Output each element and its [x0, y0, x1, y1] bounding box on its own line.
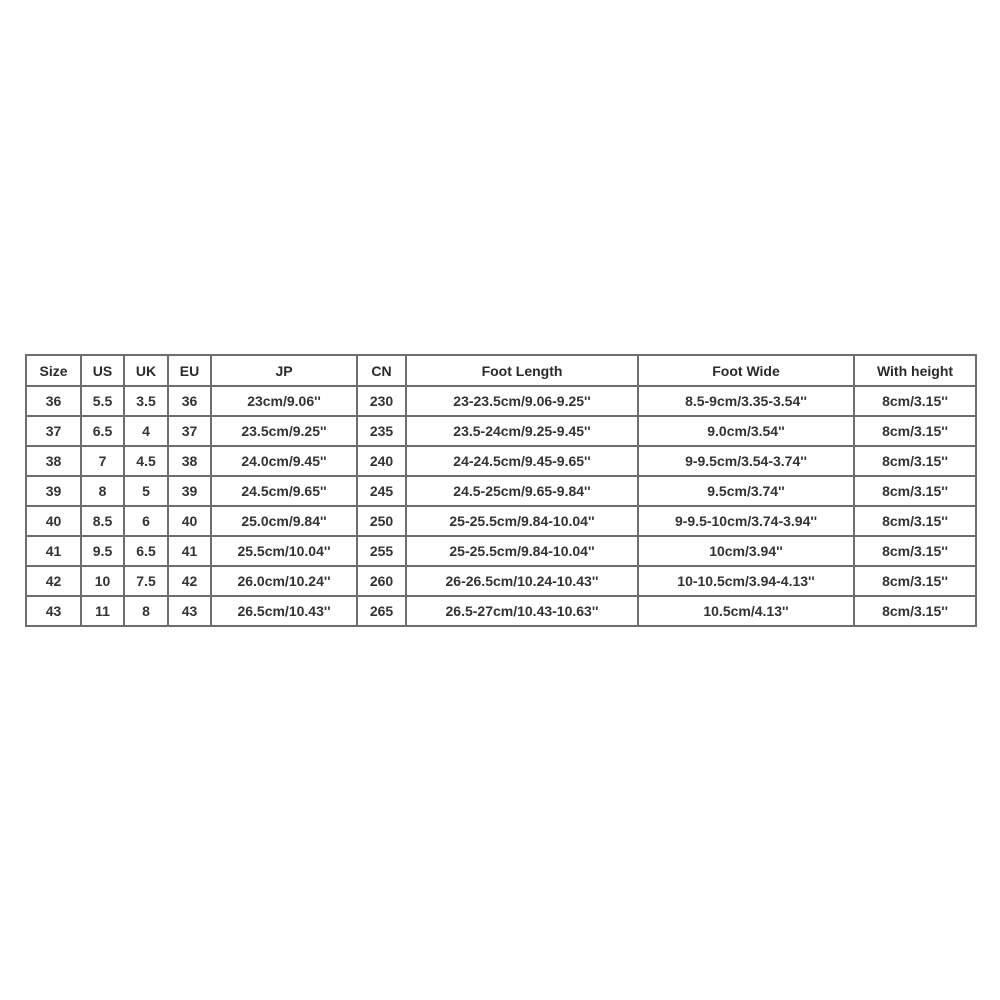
cell-jp: 26.5cm/10.43'': [211, 596, 357, 626]
cell-size: 43: [26, 596, 81, 626]
cell-eu: 38: [168, 446, 211, 476]
cell-cn: 245: [357, 476, 406, 506]
cell-foot-length: 23-23.5cm/9.06-9.25'': [406, 386, 638, 416]
cell-with-height: 8cm/3.15'': [854, 386, 976, 416]
cell-with-height: 8cm/3.15'': [854, 446, 976, 476]
cell-jp: 25.0cm/9.84'': [211, 506, 357, 536]
header-size: Size: [26, 355, 81, 386]
cell-foot-length: 25-25.5cm/9.84-10.04'': [406, 506, 638, 536]
cell-eu: 37: [168, 416, 211, 446]
table-row: [26, 446, 976, 476]
table-row: [26, 416, 976, 446]
cell-eu: 41: [168, 536, 211, 566]
cell-foot-length: 26.5-27cm/10.43-10.63'': [406, 596, 638, 626]
cell-us: 10: [81, 566, 124, 596]
cell-eu: 43: [168, 596, 211, 626]
cell-with-height: 8cm/3.15'': [854, 596, 976, 626]
cell-jp: 23.5cm/9.25'': [211, 416, 357, 446]
cell-us: 7: [81, 446, 124, 476]
table-row: [26, 386, 976, 416]
header-row: [26, 355, 976, 386]
table-row: [26, 536, 976, 566]
cell-foot-length: 26-26.5cm/10.24-10.43'': [406, 566, 638, 596]
table-row: [26, 506, 976, 536]
cell-size: 42: [26, 566, 81, 596]
cell-jp: 23cm/9.06'': [211, 386, 357, 416]
cell-cn: 250: [357, 506, 406, 536]
header-jp: JP: [211, 355, 357, 386]
header-us: US: [81, 355, 124, 386]
cell-us: 8: [81, 476, 124, 506]
cell-size: 39: [26, 476, 81, 506]
cell-cn: 235: [357, 416, 406, 446]
cell-foot-wide: 8.5-9cm/3.35-3.54'': [638, 386, 854, 416]
cell-eu: 36: [168, 386, 211, 416]
table-row: [26, 596, 976, 626]
cell-foot-length: 25-25.5cm/9.84-10.04'': [406, 536, 638, 566]
cell-foot-wide: 9.5cm/3.74'': [638, 476, 854, 506]
cell-cn: 255: [357, 536, 406, 566]
table-row: [26, 566, 976, 596]
cell-size: 37: [26, 416, 81, 446]
header-foot-length: Foot Length: [406, 355, 638, 386]
header-eu: EU: [168, 355, 211, 386]
cell-foot-length: 24-24.5cm/9.45-9.65'': [406, 446, 638, 476]
cell-uk: 5: [124, 476, 168, 506]
cell-size: 38: [26, 446, 81, 476]
cell-us: 8.5: [81, 506, 124, 536]
cell-cn: 260: [357, 566, 406, 596]
cell-size: 40: [26, 506, 81, 536]
header-foot-wide: Foot Wide: [638, 355, 854, 386]
cell-jp: 24.5cm/9.65'': [211, 476, 357, 506]
cell-uk: 7.5: [124, 566, 168, 596]
cell-eu: 40: [168, 506, 211, 536]
cell-eu: 42: [168, 566, 211, 596]
size-chart-container: [25, 354, 975, 627]
cell-foot-wide: 10-10.5cm/3.94-4.13'': [638, 566, 854, 596]
cell-uk: 6.5: [124, 536, 168, 566]
cell-with-height: 8cm/3.15'': [854, 476, 976, 506]
cell-us: 5.5: [81, 386, 124, 416]
cell-size: 41: [26, 536, 81, 566]
cell-with-height: 8cm/3.15'': [854, 506, 976, 536]
cell-cn: 265: [357, 596, 406, 626]
cell-us: 6.5: [81, 416, 124, 446]
cell-foot-wide: 10cm/3.94'': [638, 536, 854, 566]
cell-cn: 230: [357, 386, 406, 416]
cell-foot-wide: 9.0cm/3.54'': [638, 416, 854, 446]
header-cn: CN: [357, 355, 406, 386]
cell-foot-length: 24.5-25cm/9.65-9.84'': [406, 476, 638, 506]
cell-jp: 24.0cm/9.45'': [211, 446, 357, 476]
cell-uk: 4.5: [124, 446, 168, 476]
size-chart-table: [25, 354, 977, 627]
cell-with-height: 8cm/3.15'': [854, 566, 976, 596]
cell-with-height: 8cm/3.15'': [854, 416, 976, 446]
header-uk: UK: [124, 355, 168, 386]
cell-jp: 25.5cm/10.04'': [211, 536, 357, 566]
table-row: [26, 476, 976, 506]
cell-with-height: 8cm/3.15'': [854, 536, 976, 566]
cell-uk: 6: [124, 506, 168, 536]
cell-us: 11: [81, 596, 124, 626]
cell-cn: 240: [357, 446, 406, 476]
cell-foot-wide: 10.5cm/4.13'': [638, 596, 854, 626]
cell-jp: 26.0cm/10.24'': [211, 566, 357, 596]
cell-uk: 4: [124, 416, 168, 446]
header-with-height: With height: [854, 355, 976, 386]
cell-uk: 8: [124, 596, 168, 626]
cell-us: 9.5: [81, 536, 124, 566]
cell-uk: 3.5: [124, 386, 168, 416]
cell-foot-wide: 9-9.5cm/3.54-3.74'': [638, 446, 854, 476]
cell-foot-length: 23.5-24cm/9.25-9.45'': [406, 416, 638, 446]
cell-size: 36: [26, 386, 81, 416]
cell-foot-wide: 9-9.5-10cm/3.74-3.94'': [638, 506, 854, 536]
cell-eu: 39: [168, 476, 211, 506]
